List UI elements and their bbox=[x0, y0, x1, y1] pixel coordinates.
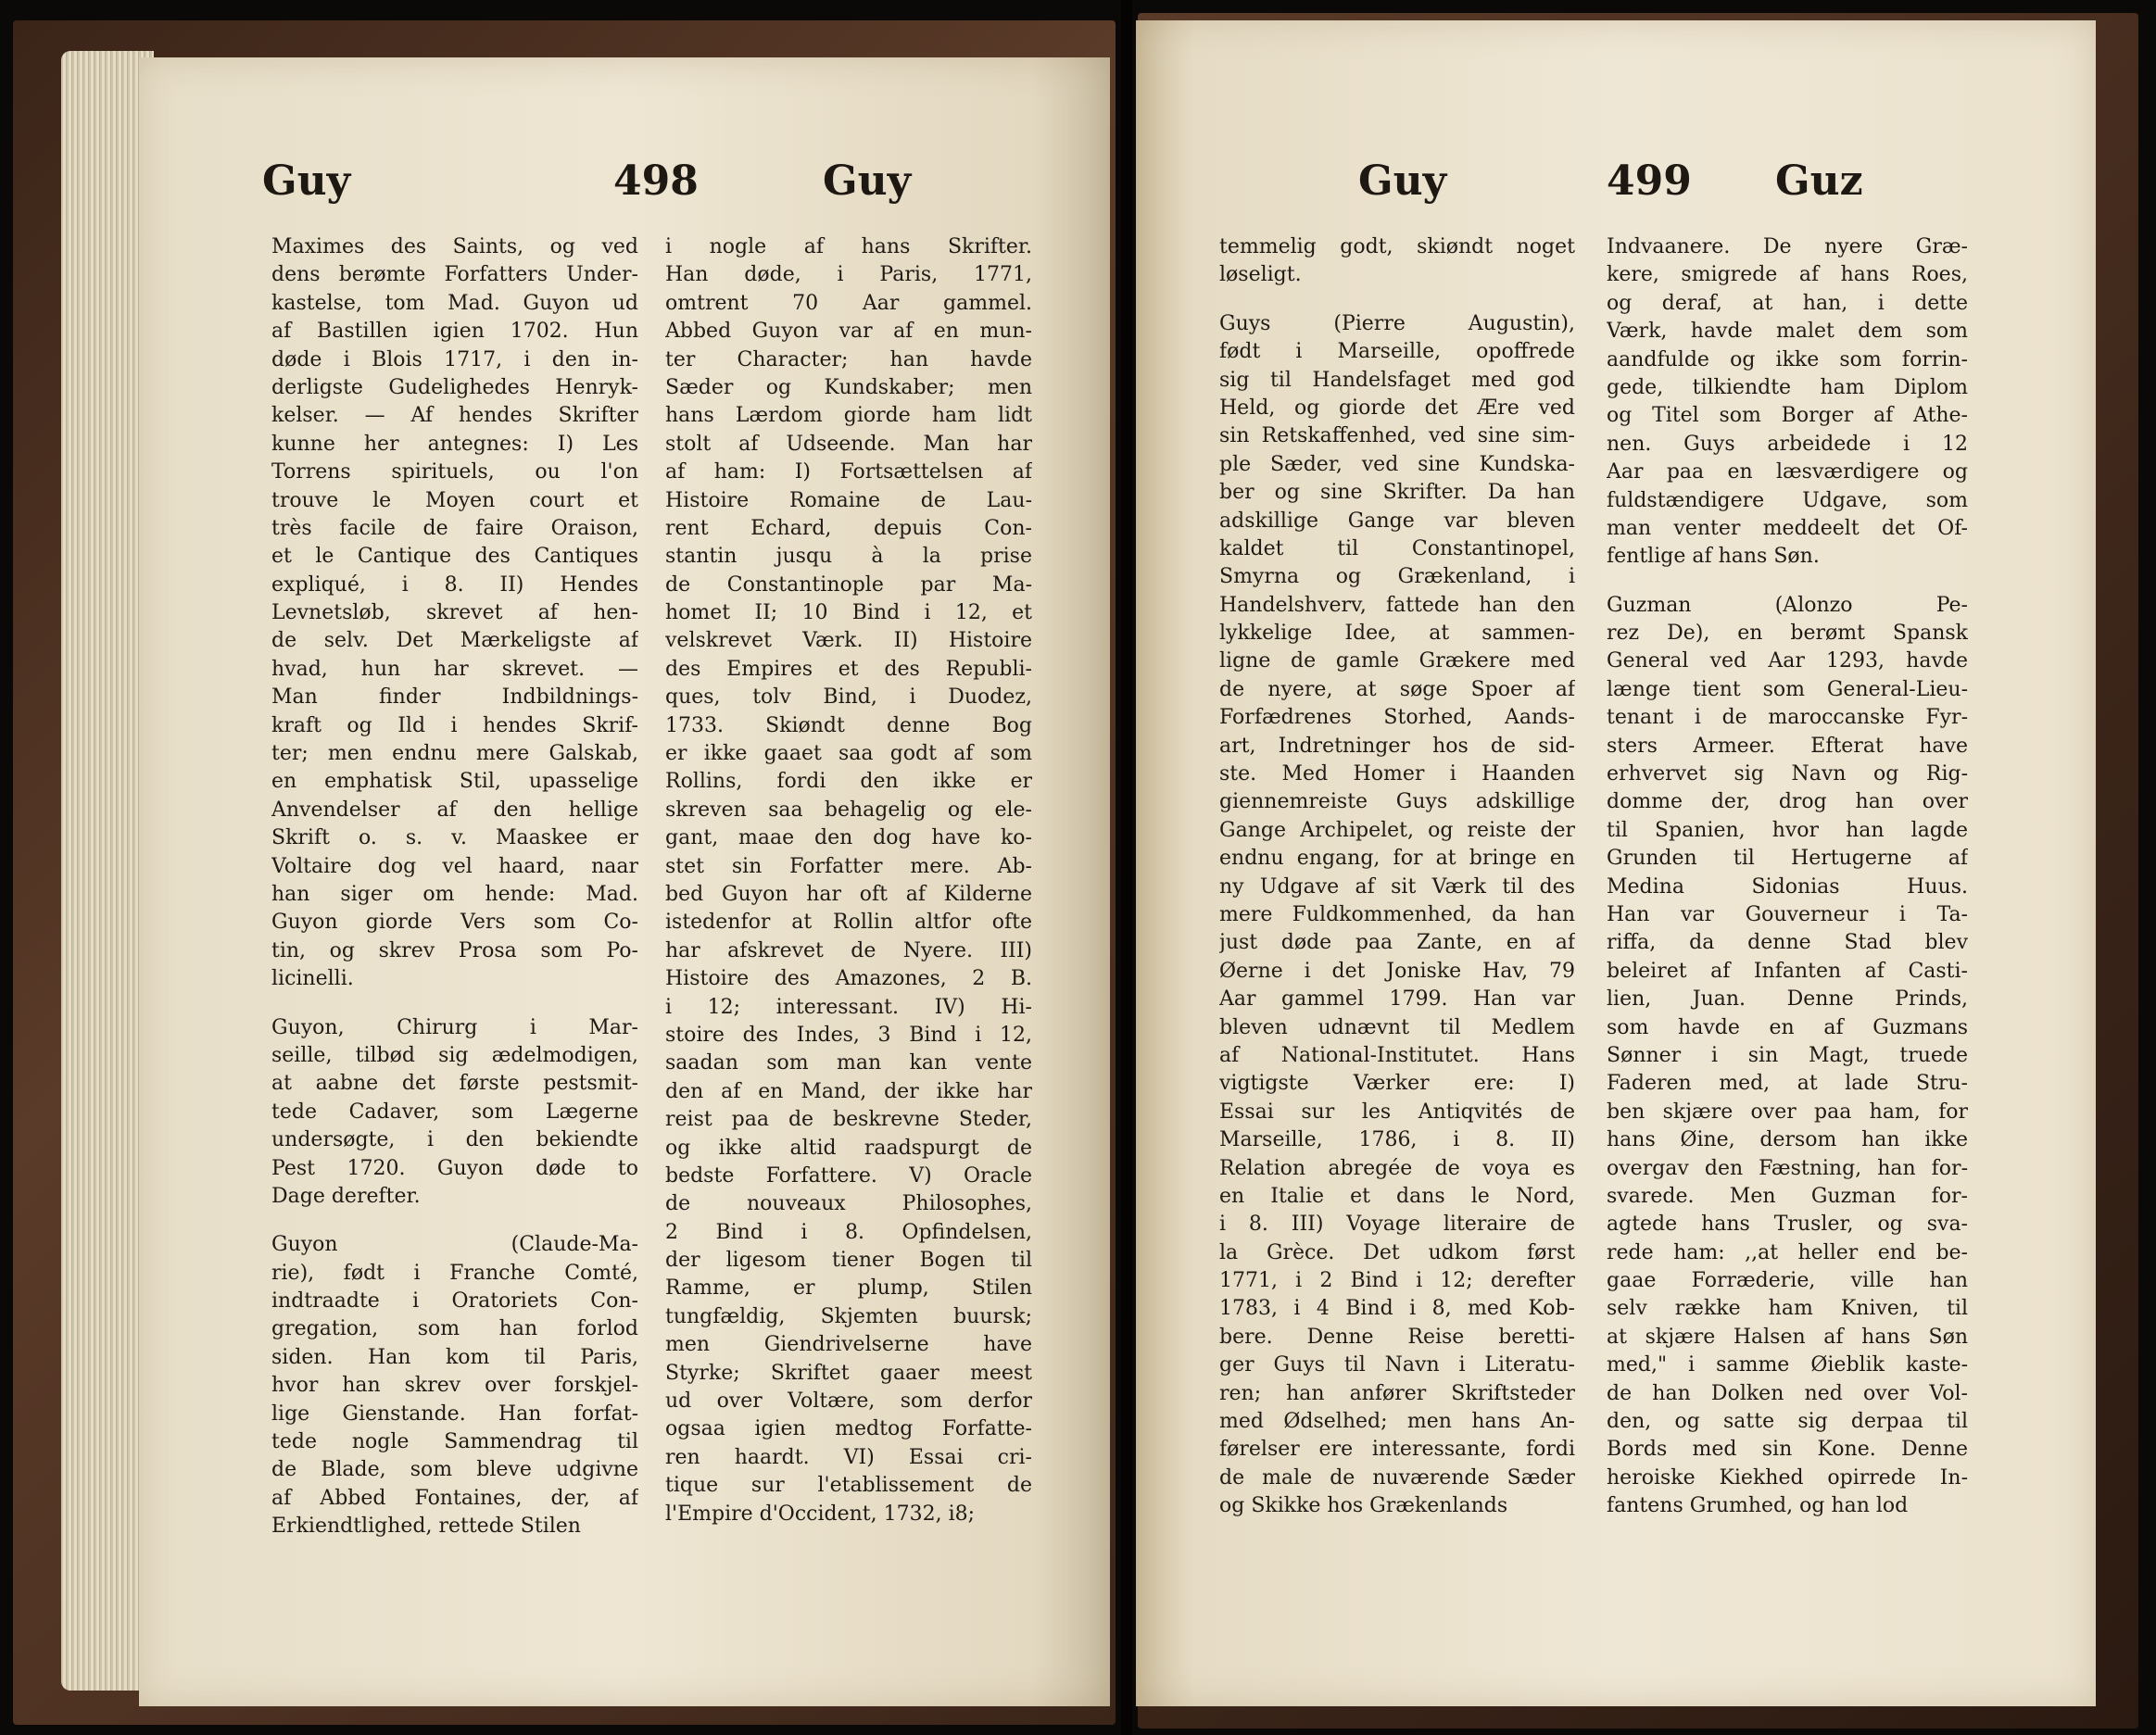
text-line: den af en Mand, der ikke har bbox=[665, 1079, 1032, 1103]
text-line: der ligesom tiener Bogen til bbox=[665, 1249, 1032, 1273]
text-line: Torrens spirituels, ou l'on bbox=[271, 460, 638, 484]
text-line: Guyon, Chirurg i Mar- bbox=[271, 1015, 638, 1039]
text-line: des Empires et des Republi- bbox=[665, 657, 1032, 681]
text-line: og ikke altid raadspurgt de bbox=[665, 1136, 1032, 1160]
text-line: Man finder Indbildnings- bbox=[271, 685, 638, 710]
text-line: Sæder og Kundskaber; men bbox=[665, 375, 1032, 399]
text-line: af Bastillen igien 1702. Hun bbox=[271, 320, 638, 344]
text-line: Marseille, 1786, i 8. II) bbox=[1219, 1128, 1575, 1152]
text-line: Ramme, er plump, Stilen bbox=[665, 1276, 1032, 1301]
text-line: bleven udnævnt til Medlem bbox=[1219, 1015, 1575, 1039]
text-line: svarede. Men Guzman for- bbox=[1607, 1184, 1968, 1208]
text-line: Faderen med, at lade Stru- bbox=[1607, 1072, 1968, 1096]
text-line: Han døde, i Paris, 1771, bbox=[665, 263, 1032, 287]
text-line: tungfældig, Skjemten buursk; bbox=[665, 1304, 1032, 1328]
text-line: skreven saa behagelig og ele- bbox=[665, 798, 1032, 822]
text-line: Styrke; Skriftet gaaer meest bbox=[665, 1361, 1032, 1385]
text-line: ques, tolv Bind, i Duodez, bbox=[665, 685, 1032, 710]
text-line: de nouveaux Philosophes, bbox=[665, 1192, 1032, 1216]
text-line: i 12; interessant. IV) Hi- bbox=[665, 995, 1032, 1019]
text-line: en emphatisk Stil, upasselige bbox=[271, 770, 638, 794]
text-line: hans Øine, dersom han ikke bbox=[1607, 1128, 1968, 1152]
text-line: trouve le Moyen court et bbox=[271, 488, 638, 512]
text-line: heroiske Kiekhed opirrede In- bbox=[1607, 1465, 1968, 1490]
right-header-word-right: Guz bbox=[1775, 157, 1863, 205]
text-line: gregation, som han forlod bbox=[271, 1317, 638, 1341]
text-line: art, Indretninger hos de sid- bbox=[1219, 734, 1575, 758]
text-line: Guyon (Claude-Ma- bbox=[271, 1233, 638, 1257]
text-line: Histoire Romaine de Lau- bbox=[665, 488, 1032, 512]
text-line: Grunden til Hertugerne af bbox=[1607, 847, 1968, 871]
text-line: Guys (Pierre Augustin), bbox=[1219, 311, 1575, 335]
text-line: lige Gienstande. Han forfat- bbox=[271, 1402, 638, 1426]
text-line: licinelli. bbox=[271, 967, 354, 991]
text-line: stantin jusqu à la prise bbox=[665, 545, 1032, 569]
text-line: af Abbed Fontaines, der, af bbox=[271, 1486, 638, 1510]
text-line: og deraf, at han, i dette bbox=[1607, 291, 1968, 315]
text-line: homet II; 10 Bind i 12, et bbox=[665, 601, 1032, 625]
text-line: ny Udgave af sit Værk til des bbox=[1219, 874, 1575, 899]
right-header-word-left: Guy bbox=[1358, 157, 1447, 205]
text-line: ter; men endnu mere Galskab, bbox=[271, 742, 638, 766]
text-line: den, og satte sig derpaa til bbox=[1607, 1410, 1968, 1434]
text-line: kunne her antegnes: I) Les bbox=[271, 432, 638, 456]
text-line: de Blade, som bleve udgivne bbox=[271, 1458, 638, 1482]
text-line: ger Guys til Navn i Literatu- bbox=[1219, 1353, 1575, 1377]
text-line: 2 Bind i 8. Opfindelsen, bbox=[665, 1220, 1032, 1244]
book-gutter bbox=[1121, 0, 1132, 1735]
text-line: af National-Institutet. Hans bbox=[1219, 1043, 1575, 1067]
text-line: ogsaa igien medtog Forfatte- bbox=[665, 1417, 1032, 1441]
text-line: 1771, i 2 Bind i 12; derefter bbox=[1219, 1269, 1575, 1293]
text-line: af ham: I) Fortsættelsen af bbox=[665, 460, 1032, 484]
text-line: undersøgte, i den bekiendte bbox=[271, 1128, 638, 1152]
text-line: de nyere, at søge Spoer af bbox=[1219, 677, 1575, 701]
text-line: tede Cadaver, som Lægerne bbox=[271, 1100, 638, 1124]
text-line: 1783, i 4 Bind i 8, med Kob- bbox=[1219, 1297, 1575, 1321]
text-line: kere, smigrede af hans Roes, bbox=[1607, 263, 1968, 287]
text-line: man venter meddeelt det Of- bbox=[1607, 516, 1968, 540]
text-line: derligste Gudelighedes Henryk- bbox=[271, 375, 638, 399]
text-line: ren haardt. VI) Essai cri- bbox=[665, 1445, 1032, 1469]
text-line: 1733. Skiøndt denne Bog bbox=[665, 713, 1032, 737]
text-line: giennemreiste Guys adskillige bbox=[1219, 790, 1575, 814]
text-line: tenant i de maroccanske Fyr- bbox=[1607, 706, 1968, 730]
text-line: at aabne det første pestsmit- bbox=[271, 1072, 638, 1096]
text-line: ben skjære over paa ham, for bbox=[1607, 1100, 1968, 1124]
text-line: riffa, da denne Stad blev bbox=[1607, 931, 1968, 955]
text-line: la Grèce. Det udkom først bbox=[1219, 1240, 1575, 1264]
text-line: Rollins, fordi den ikke er bbox=[665, 770, 1032, 794]
text-line: Bords med sin Kone. Denne bbox=[1607, 1438, 1968, 1462]
text-line: tin, og skrev Prosa som Po- bbox=[271, 938, 638, 962]
text-line: ber og sine Skrifter. Da han bbox=[1219, 481, 1575, 505]
text-line: ligne de gamle Grækere med bbox=[1219, 649, 1575, 673]
text-line: indtraadte i Oratoriets Con- bbox=[271, 1289, 638, 1314]
left-header-word-right: Guy bbox=[823, 157, 912, 205]
text-line: Indvaanere. De nyere Græ- bbox=[1607, 235, 1968, 258]
right-page-number: 499 bbox=[1607, 157, 1692, 205]
text-line: de Constantinople par Ma- bbox=[665, 572, 1032, 597]
text-line: længe tient som General-Lieu- bbox=[1607, 677, 1968, 701]
text-line: Held, og giorde det Ære ved bbox=[1219, 396, 1575, 420]
text-line: Aar paa en læsværdigere og bbox=[1607, 460, 1968, 484]
text-line: bedste Forfattere. V) Oracle bbox=[665, 1163, 1032, 1188]
text-line: Medina Sidonias Huus. bbox=[1607, 874, 1968, 899]
text-line: tique sur l'etablissement de bbox=[665, 1474, 1032, 1498]
text-line: hvor han skrev over forskjel- bbox=[271, 1374, 638, 1398]
text-line: gaae Forræderie, ville han bbox=[1607, 1269, 1968, 1293]
text-line: adskillige Gange var bleven bbox=[1219, 509, 1575, 533]
text-line: og Titel som Borger af Athe- bbox=[1607, 404, 1968, 428]
text-line: hvad, hun har skrevet. — bbox=[271, 657, 638, 681]
text-line: i 8. III) Voyage literaire de bbox=[1219, 1213, 1575, 1237]
text-line: vigtigste Værker ere: I) bbox=[1219, 1072, 1575, 1096]
text-line: très facile de faire Oraison, bbox=[271, 516, 638, 540]
text-line: overgav den Fæstning, han for- bbox=[1607, 1156, 1968, 1180]
text-line: gant, maae den dog have ko- bbox=[665, 826, 1032, 850]
text-line: sters Armeer. Efterat have bbox=[1607, 734, 1968, 758]
text-line: beleiret af Infanten af Casti- bbox=[1607, 959, 1968, 983]
text-line: lien, Juan. Denne Prinds, bbox=[1607, 987, 1968, 1012]
text-line: dens berømte Forfatters Under- bbox=[271, 263, 638, 287]
text-line: gede, tilkiendte ham Diplom bbox=[1607, 375, 1968, 399]
text-line: lykkelige Idee, at sammen- bbox=[1219, 622, 1575, 646]
text-line: rent Echard, depuis Con- bbox=[665, 516, 1032, 540]
text-line: saadan som man kan vente bbox=[665, 1051, 1032, 1075]
text-line: aandfulde og ikke som forrin- bbox=[1607, 347, 1968, 371]
text-line: Smyrna og Grækenland, i bbox=[1219, 565, 1575, 589]
text-line: expliqué, i 8. II) Hendes bbox=[271, 572, 638, 597]
left-header-word-left: Guy bbox=[262, 157, 351, 205]
paragraph-gap bbox=[1219, 290, 1575, 310]
text-line: et le Cantique des Cantiques bbox=[271, 545, 638, 569]
text-line: Guzman (Alonzo Pe- bbox=[1607, 593, 1968, 617]
left-page-number: 498 bbox=[613, 157, 699, 205]
text-line: Værk, havde malet dem som bbox=[1607, 320, 1968, 344]
text-line: stolt af Udseende. Man har bbox=[665, 432, 1032, 456]
text-line: med Ødselhed; men hans An- bbox=[1219, 1410, 1575, 1434]
text-line: rede ham: ,,at heller end be- bbox=[1607, 1240, 1968, 1264]
text-line: ple Sæder, ved sine Kundska- bbox=[1219, 452, 1575, 476]
text-line: Handelshverv, fattede han den bbox=[1219, 593, 1575, 617]
text-line: just døde paa Zante, en af bbox=[1219, 931, 1575, 955]
text-line: siden. Han kom til Paris, bbox=[271, 1345, 638, 1369]
text-line: kaldet til Constantinopel, bbox=[1219, 536, 1575, 560]
text-line: endnu engang, for at bringe en bbox=[1219, 847, 1575, 871]
text-line: til Spanien, hvor han lagde bbox=[1607, 818, 1968, 842]
text-line: og Skikke hos Grækenlands bbox=[1219, 1494, 1508, 1518]
paragraph-gap bbox=[271, 1211, 638, 1231]
text-line: han siger om hende: Mad. bbox=[271, 882, 638, 906]
text-line: omtrent 70 Aar gammel. bbox=[665, 291, 1032, 315]
text-line: fentlige af hans Søn. bbox=[1607, 545, 1820, 569]
text-line: som havde en af Guzmans bbox=[1607, 1015, 1968, 1039]
text-line: ter Character; han havde bbox=[665, 347, 1032, 371]
right-page-column-1 bbox=[1219, 233, 1575, 1521]
text-line: Øerne i det Joniske Hav, 79 bbox=[1219, 959, 1575, 983]
text-line: Essai sur les Antiqvités de bbox=[1219, 1100, 1575, 1124]
text-line: førelser ere interessante, fordi bbox=[1219, 1438, 1575, 1462]
text-line: fantens Grumhed, og han lod bbox=[1607, 1494, 1909, 1518]
text-line: seille, tilbød sig ædelmodigen, bbox=[271, 1043, 638, 1067]
text-line: ste. Med Homer i Haanden bbox=[1219, 762, 1575, 786]
left-page-column-1 bbox=[271, 233, 638, 1541]
text-line: temmelig godt, skiøndt noget bbox=[1219, 235, 1575, 258]
text-line: født i Marseille, opoffrede bbox=[1219, 340, 1575, 364]
text-line: bed Guyon har oft af Kilderne bbox=[665, 882, 1032, 906]
paragraph-gap bbox=[271, 994, 638, 1014]
paragraph-gap bbox=[1607, 572, 1968, 592]
text-line: Aar gammel 1799. Han var bbox=[1219, 987, 1575, 1012]
text-line: Maximes des Saints, og ved bbox=[271, 235, 638, 258]
left-page-column-2 bbox=[665, 233, 1032, 1528]
text-line: l'Empire d'Occident, 1732, i8; bbox=[665, 1502, 976, 1526]
text-line: Levnetsløb, skrevet af hen- bbox=[271, 601, 638, 625]
text-line: Relation abregée de voya es bbox=[1219, 1156, 1575, 1180]
text-line: Histoire des Amazones, 2 B. bbox=[665, 967, 1032, 991]
text-line: kastelse, tom Mad. Guyon ud bbox=[271, 291, 638, 315]
text-line: ud over Voltære, som derfor bbox=[665, 1389, 1032, 1414]
text-line: velskrevet Værk. II) Histoire bbox=[665, 629, 1032, 653]
text-line: en Italie et dans le Nord, bbox=[1219, 1184, 1575, 1208]
text-line: selv række ham Kniven, til bbox=[1607, 1297, 1968, 1321]
text-line: Gange Archipelet, og reiste der bbox=[1219, 818, 1575, 842]
right-page-column-2 bbox=[1607, 233, 1968, 1521]
text-line: men Giendrivelserne have bbox=[665, 1333, 1032, 1357]
text-line: Anvendelser af den hellige bbox=[271, 798, 638, 822]
text-line: stet sin Forfatter mere. Ab- bbox=[665, 854, 1032, 878]
text-line: Guyon giorde Vers som Co- bbox=[271, 911, 638, 935]
text-line: de han Dolken ned over Vol- bbox=[1607, 1381, 1968, 1405]
text-line: hans Lærdom giorde ham lidt bbox=[665, 404, 1032, 428]
left-page bbox=[139, 57, 1110, 1706]
text-line: har afskrevet de Nyere. III) bbox=[665, 938, 1032, 962]
text-line: Sønner i sin Magt, truede bbox=[1607, 1043, 1968, 1067]
text-line: Dage derefter. bbox=[271, 1184, 421, 1208]
right-page bbox=[1136, 20, 2096, 1706]
text-line: at skjære Halsen af hans Søn bbox=[1607, 1325, 1968, 1349]
text-line: døde i Blois 1717, i den in- bbox=[271, 347, 638, 371]
text-line: Voltaire dog vel haard, naar bbox=[271, 854, 638, 878]
text-line: agtede hans Trusler, og sva- bbox=[1607, 1213, 1968, 1237]
text-line: kraft og Ild i hendes Skrif- bbox=[271, 713, 638, 737]
text-line: nen. Guys arbeidede i 12 bbox=[1607, 432, 1968, 456]
text-line: stoire des Indes, 3 Bind i 12, bbox=[665, 1023, 1032, 1047]
text-line: sin Retskaffenhed, ved sine sim- bbox=[1219, 424, 1575, 448]
text-line: ren; han anfører Skriftsteder bbox=[1219, 1381, 1575, 1405]
text-line: Skrift o. s. v. Maaskee er bbox=[271, 826, 638, 850]
text-line: i nogle af hans Skrifter. bbox=[665, 235, 1032, 258]
text-line: bere. Denne Reise beretti- bbox=[1219, 1325, 1575, 1349]
text-line: istedenfor at Rollin altfor ofte bbox=[665, 911, 1032, 935]
text-line: rez De), en berømt Spansk bbox=[1607, 622, 1968, 646]
text-line: Erkiendtlighed, rettede Stilen bbox=[271, 1515, 581, 1539]
text-line: løseligt. bbox=[1219, 263, 1302, 287]
text-line: Pest 1720. Guyon døde to bbox=[271, 1156, 638, 1180]
text-line: fuldstændigere Udgave, som bbox=[1607, 488, 1968, 512]
text-line: er ikke gaaet saa godt af som bbox=[665, 742, 1032, 766]
text-line: kelser. — Af hendes Skrifter bbox=[271, 404, 638, 428]
text-line: domme der, drog han over bbox=[1607, 790, 1968, 814]
text-line: mere Fuldkommenhed, da han bbox=[1219, 902, 1575, 926]
text-line: reist paa de beskrevne Steder, bbox=[665, 1108, 1032, 1132]
text-line: Han var Gouverneur i Ta- bbox=[1607, 902, 1968, 926]
text-line: tede nogle Sammendrag til bbox=[271, 1430, 638, 1454]
text-line: de selv. Det Mærkeligste af bbox=[271, 629, 638, 653]
text-line: sig til Handelsfaget med god bbox=[1219, 368, 1575, 392]
text-line: de male de nuværende Sæder bbox=[1219, 1465, 1575, 1490]
text-line: erhvervet sig Navn og Rig- bbox=[1607, 762, 1968, 786]
text-line: med," i samme Øieblik kaste- bbox=[1607, 1353, 1968, 1377]
text-line: rie), født i Franche Comté, bbox=[271, 1261, 638, 1285]
text-line: Abbed Guyon var af en mun- bbox=[665, 320, 1032, 344]
text-line: General ved Aar 1293, havde bbox=[1607, 649, 1968, 673]
text-line: Forfædrenes Storhed, Aands- bbox=[1219, 706, 1575, 730]
